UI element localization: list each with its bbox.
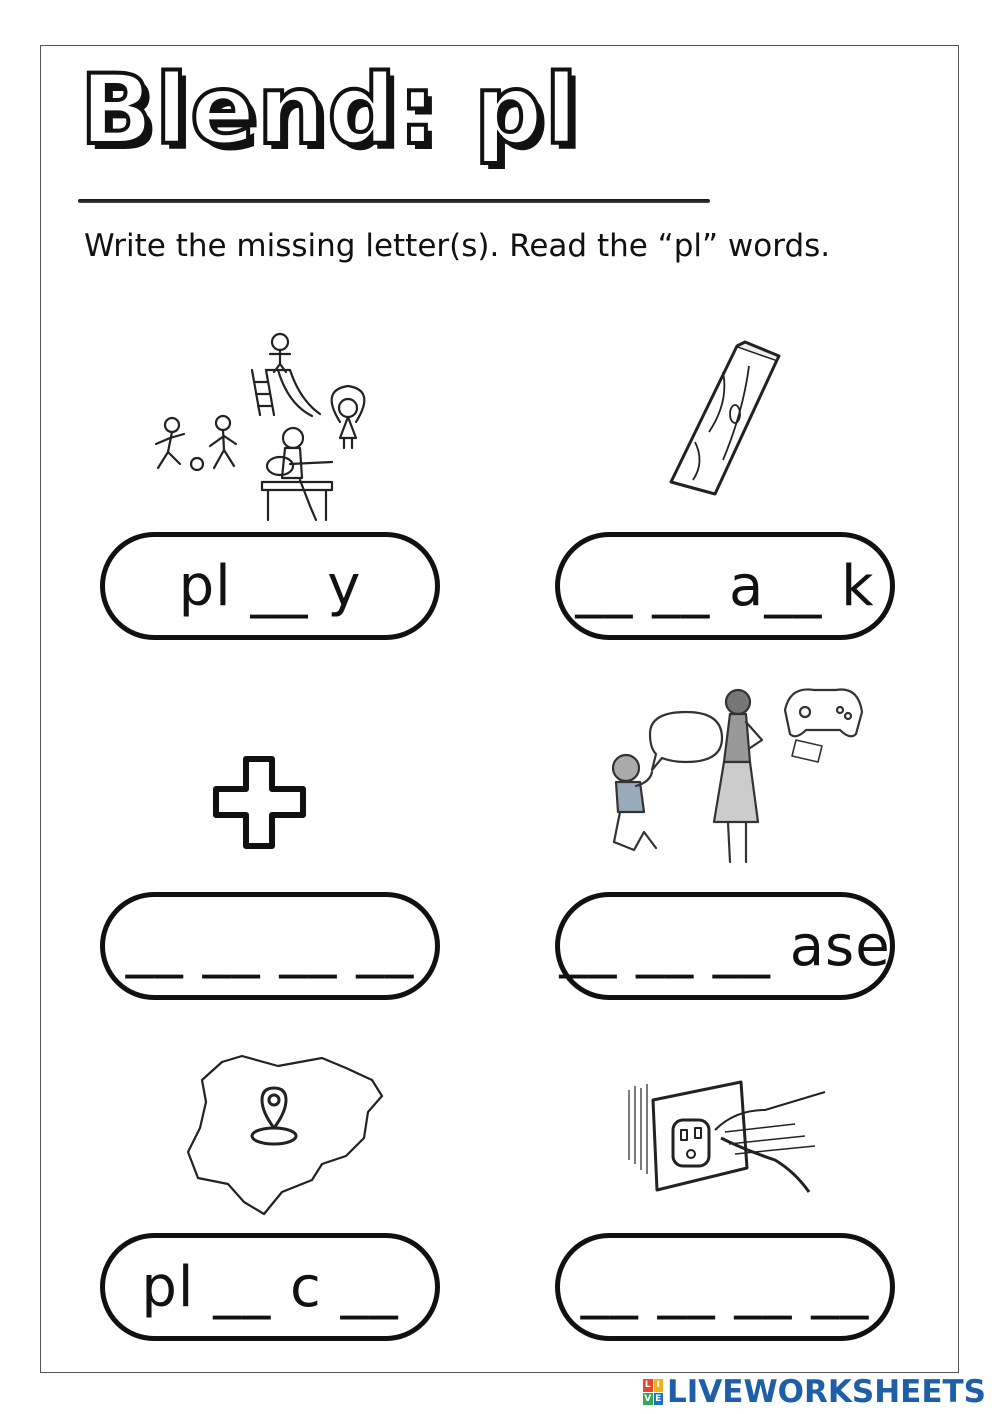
- wooden-plank-icon: [665, 342, 785, 497]
- word-prompt-1: pl __ y: [178, 553, 362, 619]
- word-prompt-2: __ __ a__ k: [575, 553, 875, 619]
- title-divider: [78, 199, 710, 203]
- answer-box-1[interactable]: [100, 532, 440, 640]
- answer-box-4[interactable]: [555, 892, 895, 1000]
- plus-sign-icon: [212, 755, 307, 850]
- boy-pleading-mother-icon: [600, 682, 870, 872]
- answer-box-6[interactable]: [555, 1233, 895, 1341]
- word-prompt-3: __ __ __ __: [125, 913, 415, 979]
- answer-box-2[interactable]: [555, 532, 895, 640]
- answer-box-3[interactable]: [100, 892, 440, 1000]
- liveworksheets-logo-icon: L I V E: [644, 1380, 662, 1404]
- liveworksheets-brand: [643, 1374, 986, 1410]
- map-place-pin-icon: [182, 1052, 387, 1217]
- brand-name: LIVEWORKSHEETS: [667, 1374, 986, 1410]
- answer-box-5[interactable]: [100, 1233, 440, 1341]
- word-prompt-6: __ __ __ __: [580, 1254, 870, 1320]
- instructions-text: Write the missing letter(s). Read the “pl” words.: [84, 228, 831, 264]
- children-playing-icon: [140, 330, 390, 525]
- page-title: Blend: pl: [80, 54, 580, 166]
- hand-plug-socket-icon: [625, 1080, 825, 1195]
- word-prompt-4: __ __ __ ase: [559, 913, 891, 979]
- word-prompt-5: pl __ c __: [141, 1254, 399, 1320]
